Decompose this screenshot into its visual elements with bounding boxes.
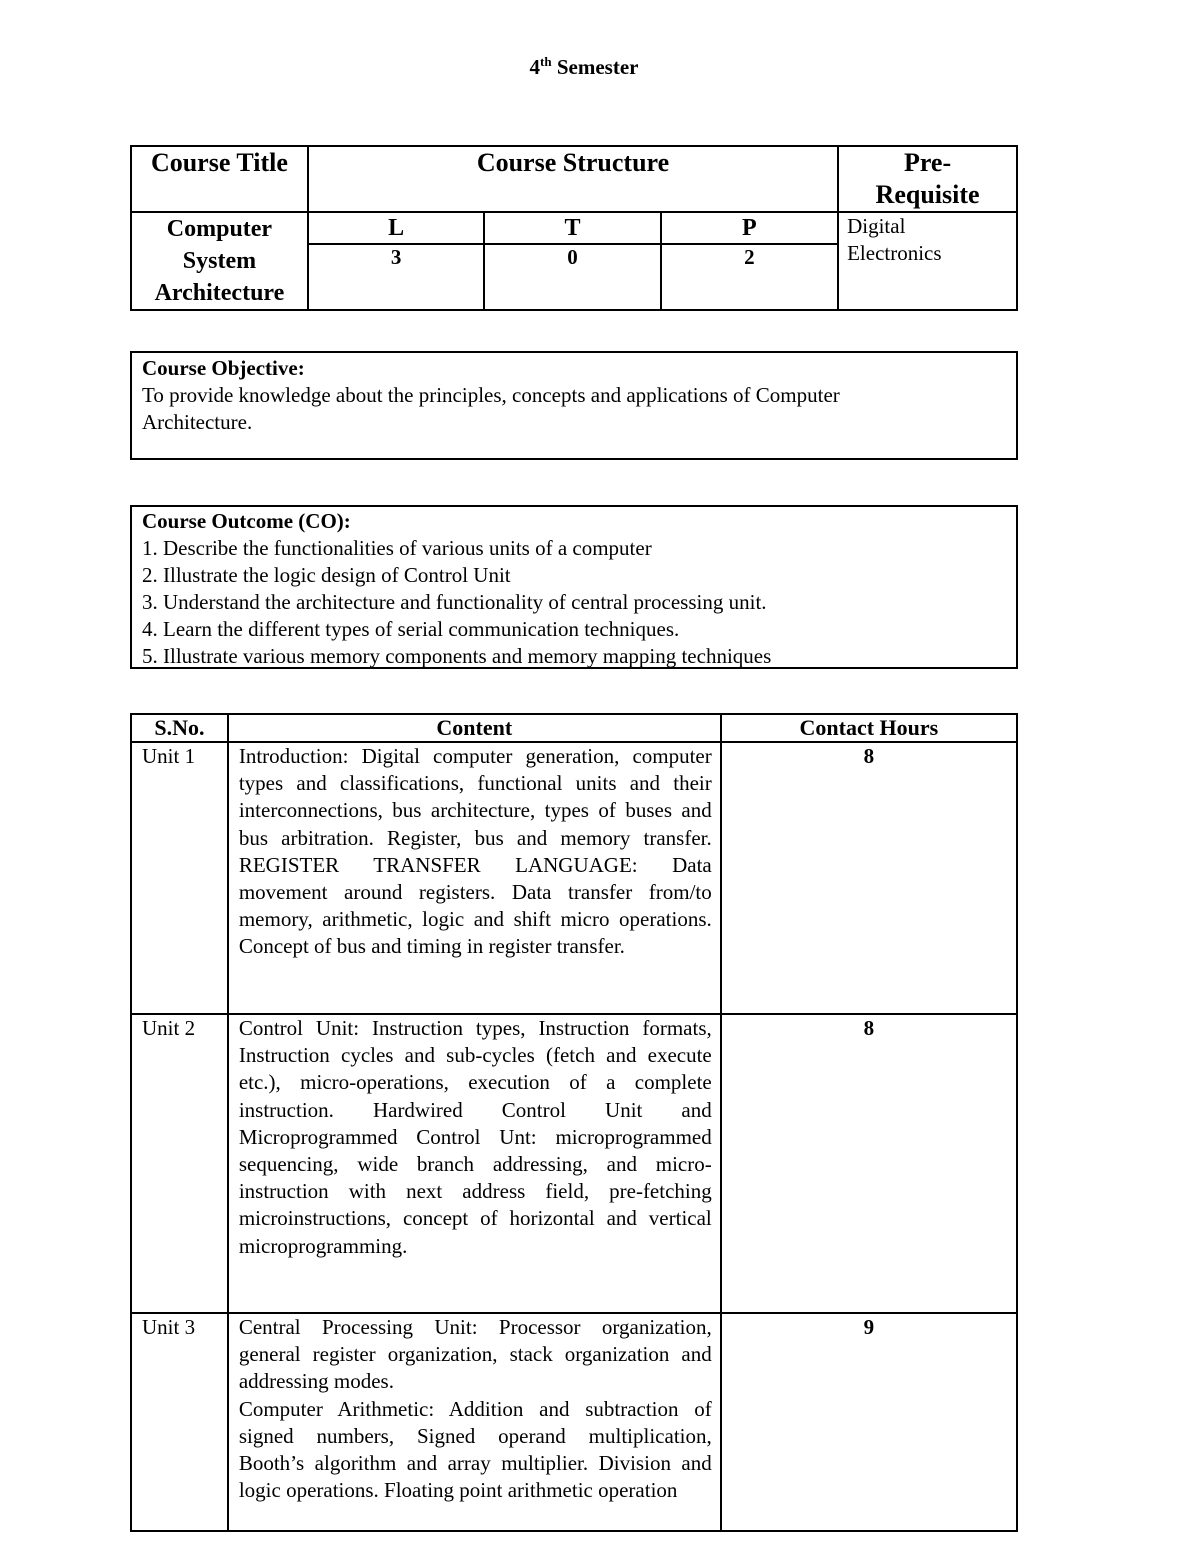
course-title-header: Course Title <box>131 146 308 212</box>
semester-heading <box>0 54 1168 80</box>
practical-label: P <box>661 212 838 244</box>
semester-suffix: th <box>540 54 552 69</box>
table-row <box>131 1313 1017 1531</box>
content-header: Content <box>228 714 721 742</box>
table-row <box>131 742 1017 1014</box>
outcome-item: 5. Illustrate various memory components and memory mapping techniques <box>142 644 772 668</box>
unit-hours: 9 <box>721 1313 1017 1531</box>
unit-hours: 8 <box>721 1014 1017 1313</box>
unit-hours: 8 <box>721 742 1017 1014</box>
lecture-label: L <box>308 212 484 244</box>
sno-header: S.No. <box>131 714 228 742</box>
course-objective-heading: Course Objective: <box>142 356 305 380</box>
course-name: Computer System Architecture <box>131 212 308 310</box>
semester-ordinal: 4 <box>529 55 541 79</box>
semester-label: Semester <box>556 55 639 79</box>
unit-content <box>228 1313 721 1531</box>
outcome-item: 4. Learn the different types of serial communication techniques. <box>142 617 680 641</box>
unit-label: Unit 2 <box>131 1014 228 1313</box>
unit-label: Unit 1 <box>131 742 228 1014</box>
outcome-item: 2. Illustrate the logic design of Control Unit <box>142 563 511 587</box>
practical-value: 2 <box>661 244 838 310</box>
lecture-value: 3 <box>308 244 484 310</box>
course-objective-box <box>130 351 1018 460</box>
tutorial-value: 0 <box>484 244 660 310</box>
syllabus-table <box>130 713 1018 1532</box>
unit-content-part: Central Processing Unit: Processor organization, general register organization, stack organization and addressing modes. <box>238 1315 712 1394</box>
unit-content: Introduction: Digital computer generation, computer types and classifications, functional units and their interconnections, bus architecture, types of buses and bus arbitration. Register, bus and memory transfer. REGISTER TRANSFER LANGUAGE: Data movement around registers. Data transfer from/to memory, arithmetic, logic and shift micro operations. Concept of bus and timing in register transfer. <box>228 742 721 1014</box>
unit-content-part: Computer Arithmetic: Addition and subtraction of signed numbers, Signed operand multiplication, Booth’s algorithm and array multiplier. Division and logic operations. Floating point arithmetic operation <box>238 1396 712 1503</box>
course-objective-text: To provide knowledge about the principles, concepts and applications of Computer Architecture. <box>142 383 840 434</box>
hours-header: Contact Hours <box>721 714 1017 742</box>
outcome-item: 1. Describe the functionalities of various units of a computer <box>142 536 652 560</box>
unit-content: Control Unit: Instruction types, Instruction formats, Instruction cycles and sub-cycles (fetch and execute etc.), micro-operations, execution of a complete instruction. Hardwired Control Unit and Microprogrammed Control Unt: microprogrammed sequencing, wide branch addressing, and micro-instruction with next address field, pre-fetching microinstructions, concept of horizontal and vertical microprogramming. <box>228 1014 721 1313</box>
course-outcome-heading: Course Outcome (CO): <box>142 509 351 533</box>
prereq-header-text: Pre-Requisite <box>875 148 980 209</box>
outcome-item: 3. Understand the architecture and functionality of central processing unit. <box>142 590 767 614</box>
table-row <box>131 1014 1017 1313</box>
tutorial-label: T <box>484 212 660 244</box>
prereq-value-text: Digital Electronics <box>847 214 942 265</box>
course-structure-header: Course Structure <box>308 146 838 212</box>
prereq-header <box>838 146 1017 212</box>
course-outcome-box <box>130 505 1018 669</box>
course-structure-table <box>130 145 1018 311</box>
prereq-value <box>838 212 1017 310</box>
unit-label: Unit 3 <box>131 1313 228 1531</box>
